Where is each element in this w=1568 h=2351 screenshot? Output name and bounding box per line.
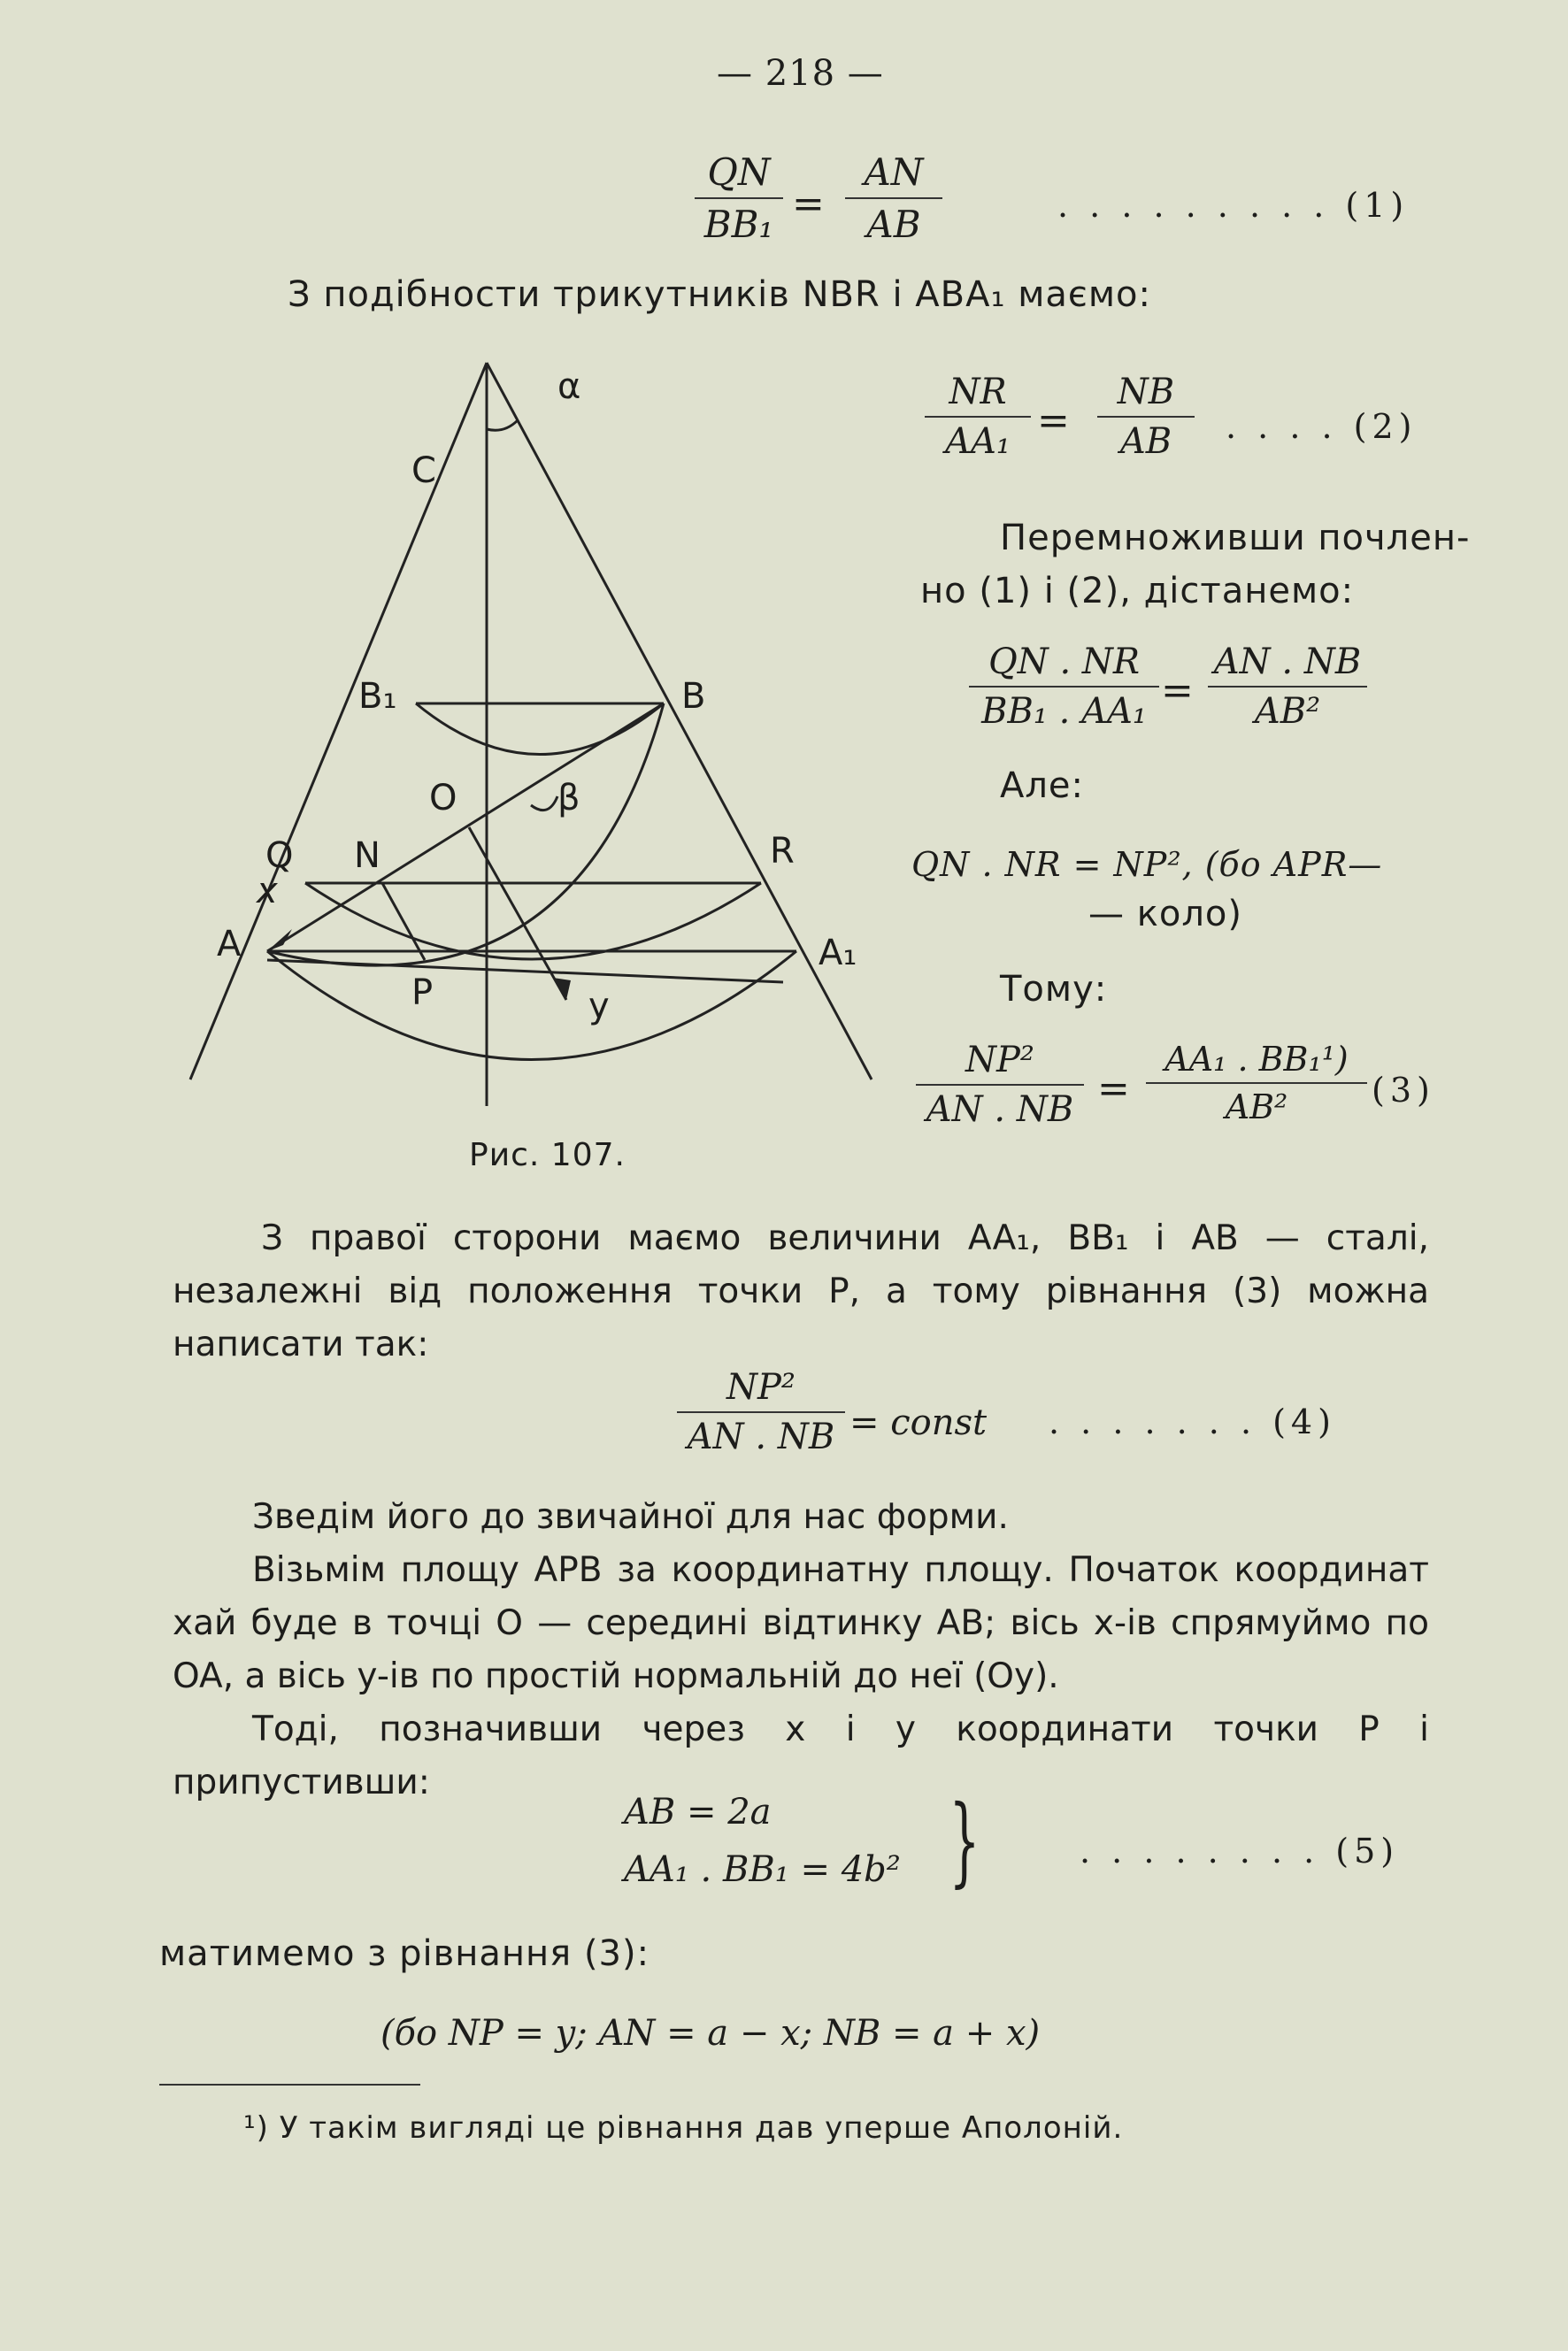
- eq2-tag: . . . . (2): [1226, 407, 1418, 446]
- eq1-lhs-den: BB₁: [703, 203, 774, 246]
- paragraph-2: Зведім його до звичайної для нас форми.: [252, 1497, 1009, 1537]
- eq1-equals: =: [792, 181, 825, 227]
- arc-b1-b: [416, 703, 664, 755]
- eq3-lhs: [916, 1040, 1084, 1130]
- label-n: N: [354, 835, 380, 876]
- eq2-rhs-num: NB: [1117, 372, 1175, 412]
- paragraph-1: З правої сторони маємо величини AA₁, BB₁ і AB — сталі, незалежні від положення точки P, а тому рівнання (3) можна написати так:: [173, 1218, 1429, 1364]
- eq4-tag: . . . . . . . (4): [1049, 1402, 1336, 1441]
- eq-circle-line-2: — коло): [1088, 894, 1242, 934]
- multiply-line-2: но (1) і (2), дістанемо:: [920, 571, 1355, 611]
- eq-prod-equals: =: [1161, 668, 1194, 713]
- eq3-rhs-den: AB²: [1225, 1087, 1288, 1126]
- fraction-bar: [677, 1411, 845, 1413]
- eq1-lhs: [695, 150, 783, 246]
- eq3-rhs-num: AA₁ . BB₁¹): [1164, 1040, 1349, 1079]
- fraction-bar: [845, 197, 942, 199]
- eq5-brace: }: [949, 1784, 980, 1897]
- similarity-line: З подібности трикутників NBR і ABA₁ маємо:: [288, 274, 1151, 315]
- fraction-bar: [1146, 1082, 1367, 1084]
- label-beta: β: [557, 778, 580, 818]
- fraction-bar: [695, 197, 783, 199]
- fraction-bar: [1208, 686, 1367, 688]
- eq4-rhs: = const: [849, 1402, 988, 1443]
- eq1-rhs-den: AB: [866, 203, 921, 246]
- eq1-lhs-num: QN: [707, 150, 771, 194]
- eq6-line: (бо NP = y; AN = a − x; NB = a + x): [380, 2013, 1041, 2054]
- eq-prod-lhs-den: BB₁ . AA₁: [981, 691, 1147, 732]
- figure-107: [150, 345, 894, 1124]
- beta-arc: [531, 796, 557, 811]
- label-b1: B₁: [358, 676, 397, 717]
- eq3-lhs-num: NP²: [965, 1040, 1034, 1080]
- eq2-lhs-num: NR: [949, 372, 1007, 412]
- eq4-num: NP²: [726, 1367, 796, 1408]
- eq2-rhs: [1097, 372, 1195, 462]
- but-label: Але:: [1000, 765, 1085, 806]
- eq-prod-lhs-num: QN . NR: [988, 642, 1141, 682]
- eq1-rhs-num: AN: [864, 150, 924, 194]
- multiply-line-1: Перемноживши почлен-: [1000, 518, 1471, 558]
- eq-prod-lhs: [969, 642, 1159, 732]
- eq1-tag: . . . . . . . . . (1): [1057, 186, 1410, 225]
- label-x: x: [257, 871, 278, 911]
- label-alpha: α: [557, 366, 581, 407]
- so-label: Тому:: [1000, 969, 1108, 1010]
- fraction-bar: [1097, 416, 1195, 418]
- eq2-rhs-den: AB: [1119, 421, 1172, 462]
- eq3-lhs-den: AN . NB: [926, 1089, 1074, 1130]
- fraction-bar: [969, 686, 1159, 688]
- o-y-segment: [469, 827, 566, 1000]
- eq3-rhs: [1146, 1040, 1367, 1126]
- footnote-rule: [159, 2084, 420, 2086]
- eq-prod-rhs-num: AN . NB: [1213, 642, 1362, 682]
- label-y: y: [588, 986, 610, 1026]
- label-r: R: [770, 831, 795, 872]
- label-c: C: [411, 450, 436, 491]
- eq4-den: AN . NB: [687, 1417, 835, 1457]
- x-arrowhead: [267, 929, 292, 951]
- eq2-lhs: [925, 372, 1031, 462]
- eq5-line-2: AA₁ . BB₁ = 4b²: [624, 1849, 901, 1890]
- figure-caption: Рис. 107.: [469, 1137, 626, 1173]
- eq2-equals: =: [1037, 398, 1070, 443]
- label-p: P: [411, 972, 434, 1013]
- arc-a-a1: [267, 951, 796, 1060]
- eq5-tag: . . . . . . . . (5): [1080, 1832, 1400, 1871]
- eq1-rhs: [845, 150, 942, 246]
- arc-a-b: [267, 703, 664, 965]
- page-number: — 218 —: [717, 53, 884, 94]
- fraction-bar: [916, 1084, 1084, 1086]
- label-q: Q: [265, 835, 294, 876]
- eq3-tag: (3): [1372, 1071, 1435, 1110]
- eq-prod-rhs: [1208, 642, 1367, 732]
- arc-q-r: [305, 883, 761, 959]
- paragraph-5: матимемо з рівнання (3):: [159, 1933, 650, 1974]
- label-b: B: [681, 676, 706, 717]
- eq4-lhs: [677, 1367, 845, 1457]
- eq3-equals: =: [1097, 1066, 1130, 1111]
- paragraph-4: Тоді, позначивши через x і y координати точки P і припустивши:: [173, 1709, 1429, 1802]
- eq-prod-rhs-den: AB²: [1254, 691, 1321, 732]
- eq5-line-1: AB = 2a: [624, 1792, 772, 1832]
- eq2-lhs-den: AA₁: [945, 421, 1011, 462]
- footnote: ¹) У такім вигляді це рівнання дав уперше Аполоній.: [243, 2110, 1124, 2146]
- label-a1: A₁: [819, 933, 857, 973]
- left-side-line: [190, 363, 487, 1079]
- fraction-bar: [925, 416, 1031, 418]
- n-p-segment: [382, 883, 425, 960]
- alpha-arc: [487, 420, 518, 430]
- label-o: O: [429, 778, 457, 818]
- eq-circle-line-1: QN . NR = NP², (бо APR—: [911, 845, 1383, 884]
- paragraph-3: Візьмім площу APB за координатну площу. Початок координат хай буде в точці O — середині відтинку AB; вісь x-ів спрямуймо по OA, а вісь y-ів по простій нормальній до неї (Oy).: [173, 1550, 1429, 1696]
- label-a: A: [217, 924, 242, 964]
- y-arrowhead: [553, 978, 571, 1000]
